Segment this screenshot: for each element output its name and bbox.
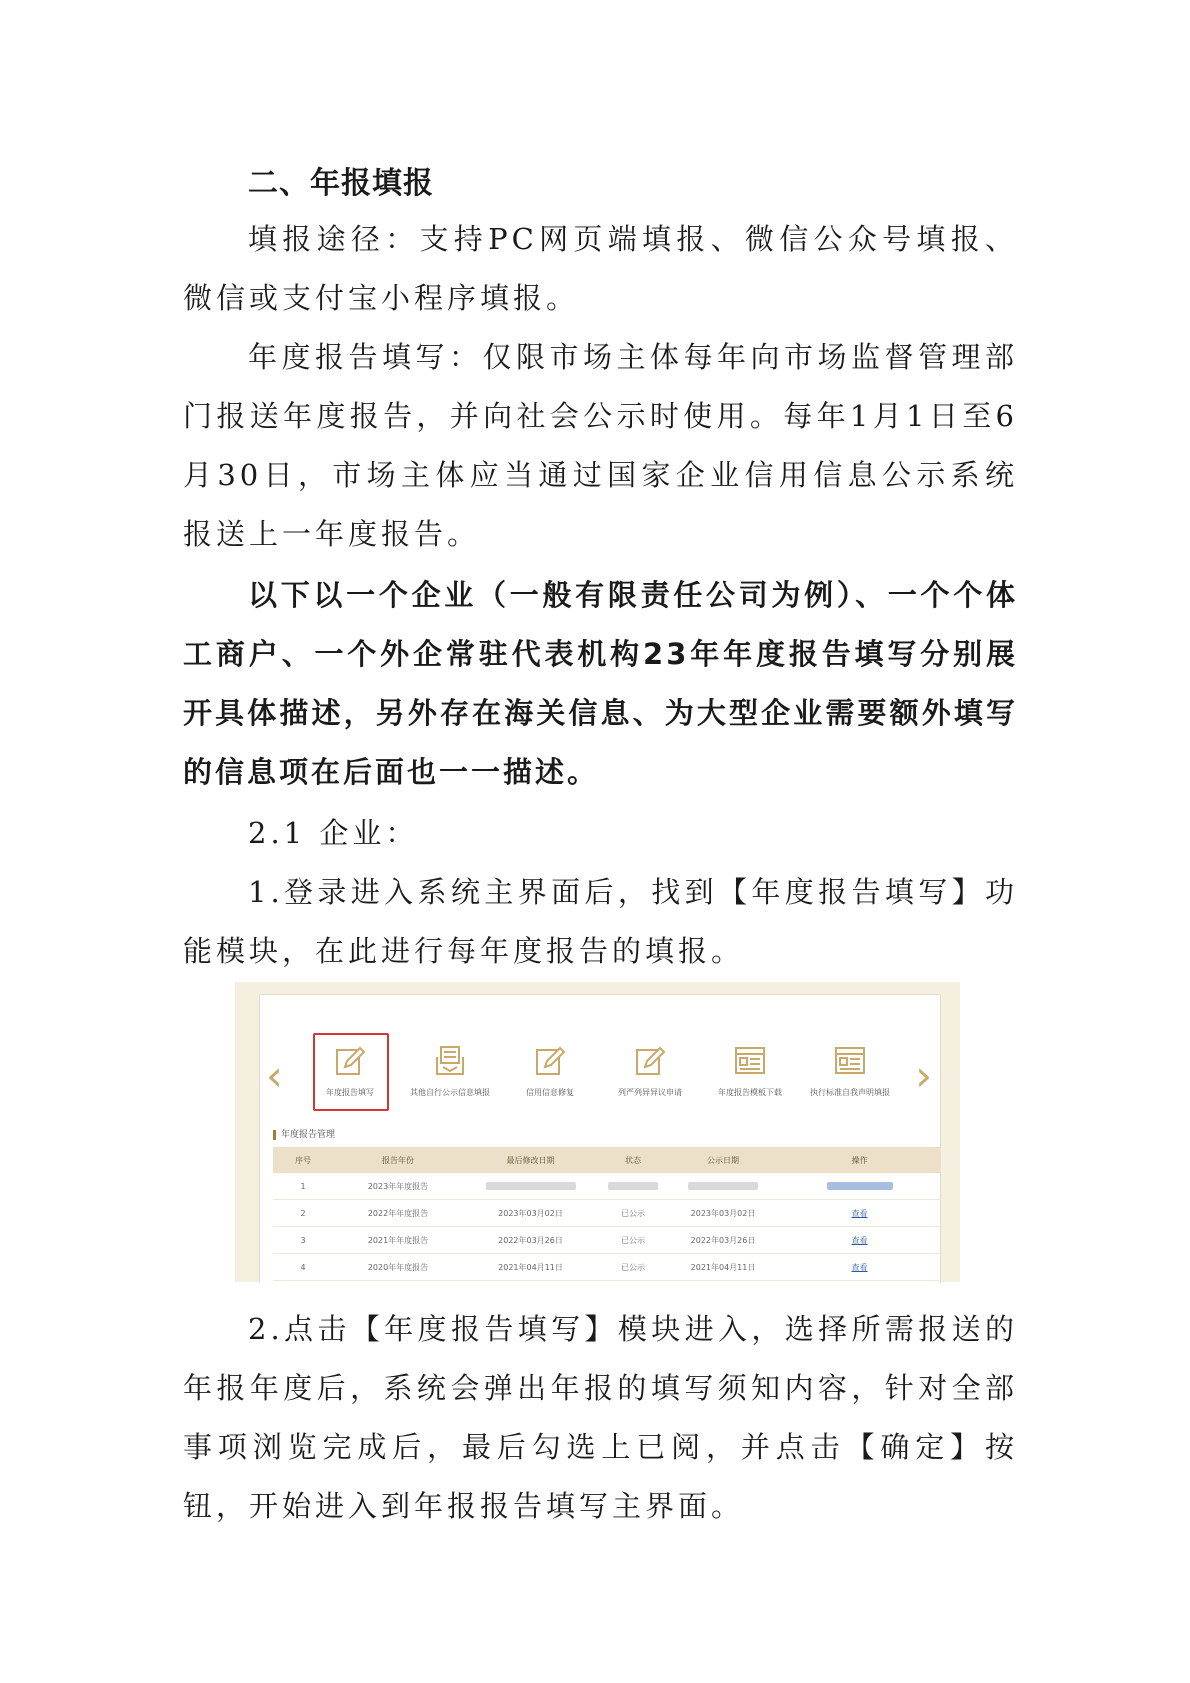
func-objection-application[interactable]: [600, 1035, 700, 1098]
func-other-disclosure[interactable]: [400, 1035, 500, 1098]
cell-index: 4: [273, 1254, 333, 1281]
cell-status: [598, 1173, 668, 1200]
col-header: 最后修改日期: [463, 1147, 598, 1173]
paragraph-subsection-enterprise: 2.1 企业：: [248, 816, 419, 850]
col-header: 序号: [273, 1147, 333, 1173]
func-credit-repair[interactable]: [500, 1035, 600, 1098]
func-label: 其他自行公示信息填报: [410, 1088, 490, 1097]
paragraph-fill-channels: 填报途径：支持PC网页端填报、微信公众号填报、微信或支付宝小程序填报。: [183, 222, 1018, 315]
cell-public-date: 2021年04月11日: [668, 1254, 778, 1281]
form-icon: [733, 1043, 767, 1077]
redacted-value: [688, 1182, 758, 1190]
cell-report-year: 2020年年度报告: [333, 1254, 463, 1281]
redacted-value: [608, 1182, 658, 1190]
cell-modified-date: [463, 1173, 598, 1200]
table-row: [273, 1227, 941, 1254]
highlight-box: [313, 1033, 389, 1111]
func-label: 执行标准自我声明填报: [810, 1088, 890, 1097]
cell-status: 已公示: [598, 1227, 668, 1254]
view-link[interactable]: 查看: [778, 1227, 941, 1254]
col-header: 报告年份: [333, 1147, 463, 1173]
cell-report-year: 2022年年度报告: [333, 1200, 463, 1227]
system-screenshot: [235, 982, 960, 1282]
cell-report-year: 2023年年度报告: [333, 1173, 463, 1200]
paragraph-step-2: 2.点击【年度报告填写】模块进入，选择所需报送的年报年度后，系统会弹出年报的填写须知内容，针对全部事项浏览完成后，最后勾选上已阅，并点击【确定】按钮，开始进入到年报报告填写主界面。: [183, 1312, 1018, 1523]
col-header: 公示日期: [668, 1147, 778, 1173]
redacted-action: [827, 1182, 893, 1190]
cell-report-year: 2021年年度报告: [333, 1227, 463, 1254]
edit-icon: [533, 1043, 567, 1077]
table-header-row: [273, 1147, 941, 1173]
cell-index: 2: [273, 1200, 333, 1227]
cell-action[interactable]: [778, 1173, 941, 1200]
cell-public-date: 2022年03月26日: [668, 1227, 778, 1254]
table-row: [273, 1200, 941, 1227]
func-label: 年度报告模板下载: [718, 1088, 782, 1097]
cell-public-date: [668, 1173, 778, 1200]
func-label: 信用信息修复: [526, 1088, 574, 1097]
cell-status: 已公示: [598, 1200, 668, 1227]
carousel-next-icon[interactable]: ›: [915, 1051, 932, 1100]
func-annual-report-fill[interactable]: [300, 1035, 400, 1098]
section-title-report-management: 年度报告管理: [273, 1130, 335, 1140]
paragraph-annual-report-intro: 年度报告填写：仅限市场主体每年向市场监督管理部门报送年度报告，并向社会公示时使用。每年1月1日至6月30日，市场主体应当通过国家企业信用信息公示系统报送上一年度报告。: [183, 340, 1018, 551]
cell-index: 1: [273, 1173, 333, 1200]
form-icon: [833, 1043, 867, 1077]
paragraph-examples-overview: 以下以一个企业（一般有限责任公司为例）、一个个体工商户、一个外企常驻代表机构23年年度报告填写分别展开具体描述，另外存在海关信息、为大型企业需要额外填写的信息项在后面也一一描述。: [183, 578, 1018, 789]
cell-modified-date: 2021年04月11日: [463, 1254, 598, 1281]
edit-icon: [633, 1043, 667, 1077]
view-link[interactable]: 查看: [778, 1200, 941, 1227]
func-label: 年度报告填写: [326, 1088, 374, 1097]
cell-modified-date: 2022年03月26日: [463, 1227, 598, 1254]
view-link[interactable]: 查看: [778, 1254, 941, 1281]
func-label: 列严列异异议申请: [618, 1088, 682, 1097]
func-standard-declaration[interactable]: [800, 1035, 900, 1098]
cell-status: 已公示: [598, 1254, 668, 1281]
section-heading: 二、年报填报: [248, 166, 434, 201]
col-header: 操作: [778, 1147, 941, 1173]
col-header: 状态: [598, 1147, 668, 1173]
table-row: [273, 1254, 941, 1281]
redacted-value: [486, 1182, 576, 1190]
table-row: [273, 1173, 941, 1200]
cell-public-date: 2023年03月02日: [668, 1200, 778, 1227]
func-template-download[interactable]: [700, 1035, 800, 1098]
cell-modified-date: 2023年03月02日: [463, 1200, 598, 1227]
carousel-prev-icon[interactable]: ‹: [266, 1051, 283, 1100]
report-table: [273, 1147, 941, 1281]
upload-doc-icon: [433, 1043, 467, 1077]
screenshot-panel: [259, 994, 941, 1283]
paragraph-step-1: 1.登录进入系统主界面后，找到【年度报告填写】功能模块，在此进行每年度报告的填报。: [183, 875, 1018, 968]
cell-index: 3: [273, 1227, 333, 1254]
